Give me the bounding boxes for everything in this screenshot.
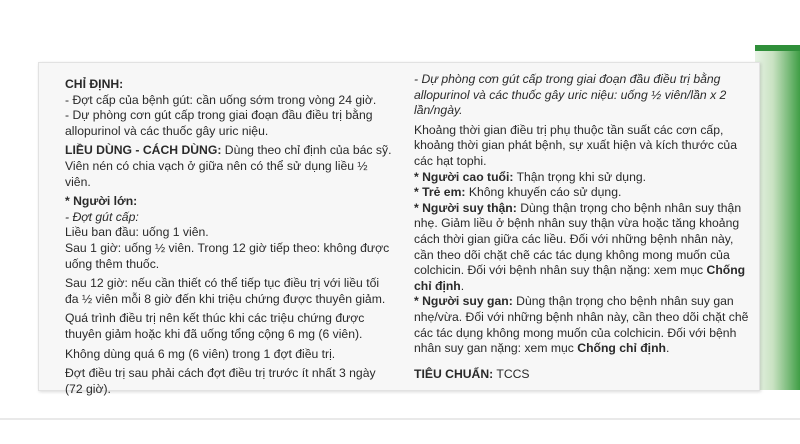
- lieu-dung-note: Viên nén có chia vạch ở giữa nên có thể sử dụng liều ½ viên.: [65, 158, 368, 189]
- dosing-line-1: Liều ban đầu: uống 1 viên.: [65, 225, 209, 240]
- thoi-gian-dieu-tri-text: Khoảng thời gian điều trị phụ thuộc tần suất các cơn cấp, khoảng thời gian phát bệnh, sự xuất hiện và kích thước của các hạt tophi.: [414, 122, 737, 168]
- right-column: [414, 72, 749, 382]
- dosing-line-4: Quá trình điều trị nên kết thúc khi các triệu chứng được thuyên giảm hoặc khi đã uống tổng cộng 6 mg (6 viên).: [65, 311, 365, 341]
- lieu-dung-text: Dùng theo chỉ định của bác sỹ.: [221, 143, 392, 158]
- chi-dinh-heading: CHỈ ĐỊNH:: [65, 77, 124, 91]
- suy-than-paragraph: [414, 201, 749, 295]
- dosing-line-6: Đợt điều trị sau phải cách đợt điều trị trước ít nhất 3 ngày (72 giờ).: [65, 366, 376, 396]
- cao-tuoi-label: * Người cao tuổi:: [414, 169, 514, 184]
- dosing-line-3: Sau 12 giờ: nếu cần thiết có thể tiếp tục điều trị với liều tối đa ½ viên mỗi 8 giờ đến khi triệu chứng được thuyên giảm.: [65, 276, 386, 306]
- left-column: [65, 77, 395, 397]
- period-1: .: [460, 278, 465, 293]
- cao-tuoi-text: Thận trọng khi sử dụng.: [513, 169, 647, 184]
- leaflet-panel: [38, 62, 760, 396]
- tre-em-label: * Trẻ em:: [414, 185, 466, 200]
- chong-chi-dinh-ref-2: Chống chỉ định: [577, 341, 666, 356]
- chi-dinh-item-1: - Đợt cấp của bệnh gút: cần uống sớm trong vòng 24 giờ.: [65, 92, 377, 107]
- chong-chi-dinh-ref-1: Chống chỉ định: [414, 263, 746, 293]
- nguoi-lon-label: * Người lớn:: [65, 194, 138, 209]
- tieu-chuan-value: TCCS: [493, 366, 530, 381]
- tieu-chuan-heading: TIÊU CHUẨN:: [414, 366, 494, 381]
- packaging-green-edge: [755, 45, 800, 390]
- bottom-edge: [0, 418, 800, 420]
- suy-gan-text: Dùng thận trọng cho bệnh nhân suy gan nhẹ/vừa. Đối với những bệnh nhân này, cần theo dõi chặt chẽ các tác dụng không mong muốn của colchicin. Đối với bệnh nhân suy gan nặng: xem mục: [414, 294, 749, 356]
- dosing-line-2: Sau 1 giờ: uống ½ viên. Trong 12 giờ tiếp theo: không được uống thêm thuốc.: [65, 240, 390, 271]
- suy-than-text: Dùng thận trọng cho bệnh nhân suy thận nhẹ. Giảm liều ở bệnh nhân suy thận vừa hoặc tăng khoảng cách thời gian giữa các liều. Đối với những bệnh nhân này, cần theo dõi chặt chẽ các tác dụng không mong muốn của colchicin. Đối với bệnh nhân suy thận nặng: xem mục: [414, 200, 742, 278]
- lieu-dung-heading: LIỀU DÙNG - CÁCH DÙNG:: [65, 143, 222, 158]
- suy-than-label: * Người suy thận:: [414, 200, 517, 215]
- dot-gut-cap-label: - Đợt gút cấp:: [65, 209, 139, 224]
- suy-gan-label: * Người suy gan:: [414, 294, 513, 309]
- lieu-dung-paragraph: [65, 143, 395, 159]
- tre-em-text: Không khuyến cáo sử dụng.: [465, 185, 622, 200]
- du-phong-text: - Dự phòng cơn gút cấp trong giai đoạn đầu điều trị bằng allopurinol và các thuốc gây uric niệu: uống ½ viên/lần x 2 lần/ngày.: [414, 72, 727, 118]
- packaging-green-strip: [755, 45, 800, 51]
- cao-tuoi-paragraph: [414, 170, 749, 186]
- tre-em-paragraph: [414, 185, 749, 201]
- tieu-chuan-paragraph: [414, 367, 749, 383]
- chi-dinh-item-2: - Dự phòng cơn gút cấp trong giai đoạn đầu điều trị bằng allopurinol và các thuốc gây uric niệu.: [65, 108, 373, 138]
- suy-gan-paragraph: [414, 294, 749, 356]
- period-2: .: [665, 341, 670, 356]
- dosing-line-5: Không dùng quá 6 mg (6 viên) trong 1 đợt điều trị.: [65, 346, 336, 361]
